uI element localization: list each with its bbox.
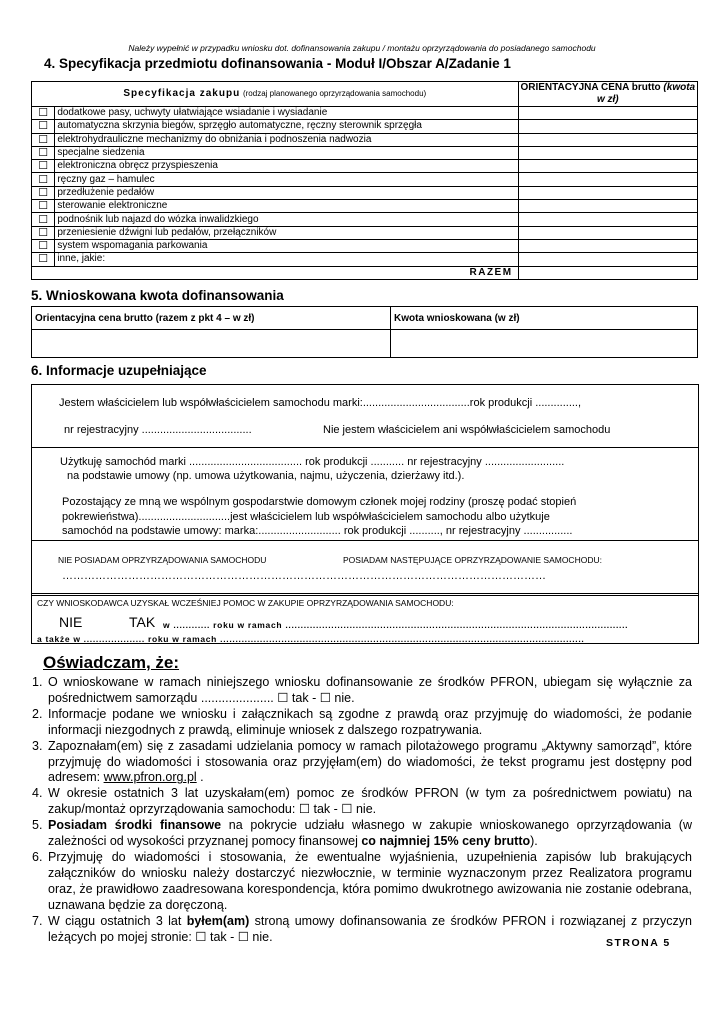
statement-number: 7.: [32, 913, 43, 928]
no-equipment-label: NIE POSIADAM OPRZYRZĄDOWANIA SAMOCHODU: [58, 555, 267, 565]
statement-item: [32, 675, 692, 707]
spec-row: [32, 173, 698, 186]
statement-text: Informacje podane we wniosku i załącznikach są zgodne z prawdą oraz przyjmuję do wiadomości, że podanie informacji niezgodnych z prawdą, eliminuje wniosek z dalszego rozpatrywania.: [48, 706, 692, 737]
statement-text: stroną umowy dofinansowania ze środków PFRON i rozwiązanej z przyczyn leżących po mojej stronie: ☐ tak - ☐ nie.: [48, 913, 692, 944]
estimated-price-field[interactable]: [32, 330, 391, 358]
spec-checkbox[interactable]: ☐: [32, 107, 55, 120]
spec-row: [32, 186, 698, 199]
header-note: Należy wypełnić w przypadku wniosku dot. dofinansowania zakupu / montażu oprzyrządowania do posiadanego samochodu: [128, 43, 596, 53]
spec-price-field[interactable]: [518, 226, 697, 239]
statement-text[interactable]: www.pfron.org.pl: [103, 770, 197, 785]
spec-row: [32, 213, 698, 226]
statement-text: co najmniej 15% ceny brutto: [361, 834, 531, 849]
spec-checkbox[interactable]: ☐: [32, 239, 55, 252]
spec-checkbox[interactable]: ☐: [32, 120, 55, 133]
spec-item-label: przeniesienie dźwigni lub pedałów, przełączników: [55, 226, 518, 239]
statement-text: Zapoznałam(em) się z zasadami udzielania pomocy w ramach pilotażowego programu „Aktywny samorząd”, które przyjmuję do wiadomości i stosowania oraz przyjęłam(em) do wiadomości, że tekst programu jest dostępny pod adresem:: [48, 738, 692, 785]
use-line-2: na podstawie umowy (np. umowa użytkowania, najmu, użyczenia, dzierżawy itd.).: [67, 470, 465, 482]
statements-list: [32, 675, 692, 945]
spec-row: [32, 253, 698, 266]
statements-title: Oświadczam, że:: [43, 653, 180, 672]
spec-price-field[interactable]: [518, 186, 697, 199]
statement-text: Posiadam środki finansowe: [48, 818, 222, 833]
price-header-unit: (kwota w zł): [596, 82, 696, 105]
prior-aid-nie: NIE: [59, 614, 83, 630]
statement-number: 1.: [32, 675, 43, 689]
section-4-title: 4. Specyfikacja przedmiotu dofinansowania - Moduł I/Obszar A/Zadanie 1: [44, 56, 511, 71]
spec-checkbox[interactable]: ☐: [32, 253, 55, 266]
family-line-2: pokrewieństwa)..............................jest właścicielem lub współwłaścicielem samochodu albo użytkuje: [62, 511, 550, 523]
spec-checkbox[interactable]: ☐: [32, 173, 55, 186]
spec-item-label: automatyczna skrzynia biegów, sprzęgło automatyczne, ręczny sterownik sprzęgła: [55, 120, 518, 133]
divider: [31, 540, 699, 541]
statement-text: .: [196, 770, 204, 785]
statement-item: [32, 850, 692, 914]
statement-text: Przyjmuję do wiadomości i stosowania, że ewentualne wyjaśnienia, uzupełnienia zapisów lub brakujących załączników do wniosku należy dostarczyć niezwłocznie, w terminie wyznaczonym przez Realizatora programu oraz, że prawidłowo zaadresowana korespondencja, która pomimo dwukrotnego awizowania nie zostanie odebrana, uznawana będzie za doręczoną.: [48, 849, 692, 912]
amount-table: [31, 306, 698, 358]
spec-row: [32, 107, 698, 120]
spec-row: [32, 120, 698, 133]
spec-price-field[interactable]: [518, 107, 697, 120]
spec-checkbox[interactable]: ☐: [32, 200, 55, 213]
spec-row: [32, 226, 698, 239]
spec-item-label: ręczny gaz – hamulec: [55, 173, 518, 186]
spec-price-field[interactable]: [518, 146, 697, 159]
statement-item: [32, 707, 692, 739]
statement-item: [32, 818, 692, 850]
section-6-title: 6. Informacje uzupełniające: [31, 363, 207, 378]
spec-total-row: [32, 266, 698, 279]
owner-line-2a: nr rejestracyjny ....................................: [64, 424, 252, 436]
divider: [31, 447, 699, 448]
total-label: RAZEM: [32, 266, 519, 279]
statement-number: 5.: [32, 818, 43, 833]
spec-checkbox[interactable]: ☐: [32, 213, 55, 226]
spec-row: [32, 200, 698, 213]
statement-item: [32, 914, 692, 946]
spec-item-label: system wspomagania parkowania: [55, 239, 518, 252]
spec-checkbox[interactable]: ☐: [32, 226, 55, 239]
spec-item-label: elektroniczna obręcz przyspieszenia: [55, 160, 518, 173]
spec-item-label: podnośnik lub najazd do wózka inwalidzkiego: [55, 213, 518, 226]
spec-row: [32, 146, 698, 159]
statement-number: 2.: [32, 706, 43, 721]
equipment-dots: ……………………………………………………………………………………………………………………: [62, 570, 546, 582]
spec-checkbox[interactable]: ☐: [32, 186, 55, 199]
spec-item-label: przedłużenie pedałów: [55, 186, 518, 199]
spec-checkbox[interactable]: ☐: [32, 133, 55, 146]
requested-amount-field[interactable]: [391, 330, 698, 358]
owner-line-1: Jestem właścicielem lub współwłaścicielem samochodu marki:...................................rok produkcji ..............,: [59, 397, 582, 409]
spec-header-bold: Specyfikacja zakupu: [123, 88, 241, 99]
prior-aid-question: CZY WNIOSKODAWCA UZYSKAŁ WCZEŚNIEJ POMOC W ZAKUPIE OPRZYRZĄDOWANIA SAMOCHODU:: [37, 598, 454, 608]
statement-number: 6.: [32, 849, 43, 864]
family-line-1: Pozostający ze mną we wspólnym gospodarstwie domowym członek mojej rodziny (proszę podać stopień: [62, 496, 577, 508]
not-owner-label: Nie jestem właścicielem ani współwłaścicielem samochodu: [323, 424, 611, 436]
spec-item-label: inne, jakie:: [55, 253, 518, 266]
spec-row: [32, 239, 698, 252]
statement-item: [32, 786, 692, 818]
spec-price-field[interactable]: [518, 200, 697, 213]
statement-text: na pokrycie udziału własnego w zakupie wnioskowanego oprzyrządowania (w zależności od wysokości przyznanej pomocy finansowej: [48, 818, 692, 849]
spec-header-note: (rodzaj planowanego oprzyrządowania samochodu): [242, 89, 427, 98]
estimated-price-header: Orientacyjna cena brutto (razem z pkt 4 – w zł): [32, 307, 391, 330]
statement-text: byłem(am): [186, 913, 250, 928]
statement-number: 4.: [32, 786, 43, 801]
spec-item-label: specjalne siedzenia: [55, 146, 518, 159]
spec-price-field[interactable]: [518, 120, 697, 133]
family-line-3: samochód na podstawie umowy: marka:........................... rok produkcji .........., nr rejestracyjny ................: [62, 525, 573, 537]
price-header-label: ORIENTACYJNA CENA brutto: [520, 82, 661, 93]
total-price-field[interactable]: [518, 266, 697, 279]
spec-item-label: dodatkowe pasy, uchwyty ułatwiające wsiadanie i wysiadanie: [55, 107, 518, 120]
prior-aid-tak: TAK: [129, 614, 156, 630]
prior-aid-also: a także w .................... roku w ramach .......................................................................................................................: [37, 634, 585, 644]
spec-price-field[interactable]: [518, 173, 697, 186]
specification-table: [31, 81, 698, 280]
spec-checkbox[interactable]: ☐: [32, 160, 55, 173]
spec-item-label: elektrohydrauliczne mechanizmy do obniżania i podnoszenia nadwozia: [55, 133, 518, 146]
spec-header: [32, 82, 519, 107]
use-line-1: Użytkuję samochód marki ..................................... rok produkcji ........... nr rejestracyjny ..........................: [60, 456, 565, 468]
spec-price-field[interactable]: [518, 253, 697, 266]
statement-text: W okresie ostatnich 3 lat uzyskałam(em) pomoc ze środków PFRON (w tym za pośrednictwem powiatu) na zakup/montaż oprzyrządowania samochodu: ☐ tak - ☐ nie.: [48, 786, 692, 817]
has-equipment-label: POSIADAM NASTĘPUJĄCE OPRZYRZĄDOWANIE SAMOCHODU:: [343, 555, 602, 565]
spec-price-field[interactable]: [518, 213, 697, 226]
spec-row: [32, 160, 698, 173]
spec-price-field[interactable]: [518, 160, 697, 173]
requested-amount-header: Kwota wnioskowana (w zł): [391, 307, 698, 330]
spec-checkbox[interactable]: ☐: [32, 146, 55, 159]
statement-item: [32, 739, 692, 787]
section-5-title: 5. Wnioskowana kwota dofinansowania: [31, 288, 284, 303]
spec-price-field[interactable]: [518, 133, 697, 146]
statement-number: 3.: [32, 738, 43, 753]
spec-price-field[interactable]: [518, 239, 697, 252]
page-number: STRONA 5: [606, 937, 671, 949]
statement-text: ).: [530, 834, 538, 849]
statement-text: W ciągu ostatnich 3 lat: [48, 913, 187, 928]
spec-item-label: sterowanie elektroniczne: [55, 200, 518, 213]
spec-row: [32, 133, 698, 146]
price-header: [518, 82, 697, 107]
statement-text: O wnioskowane w ramach niniejszego wniosku dofinansowanie ze środków PFRON, ubiegam się wyłącznie za pośrednictwem samorządu ..................... ☐ tak - ☐ nie.: [48, 675, 692, 705]
prior-aid-tak-details: w ............ roku w ramach ................................................................................................................: [163, 620, 629, 630]
